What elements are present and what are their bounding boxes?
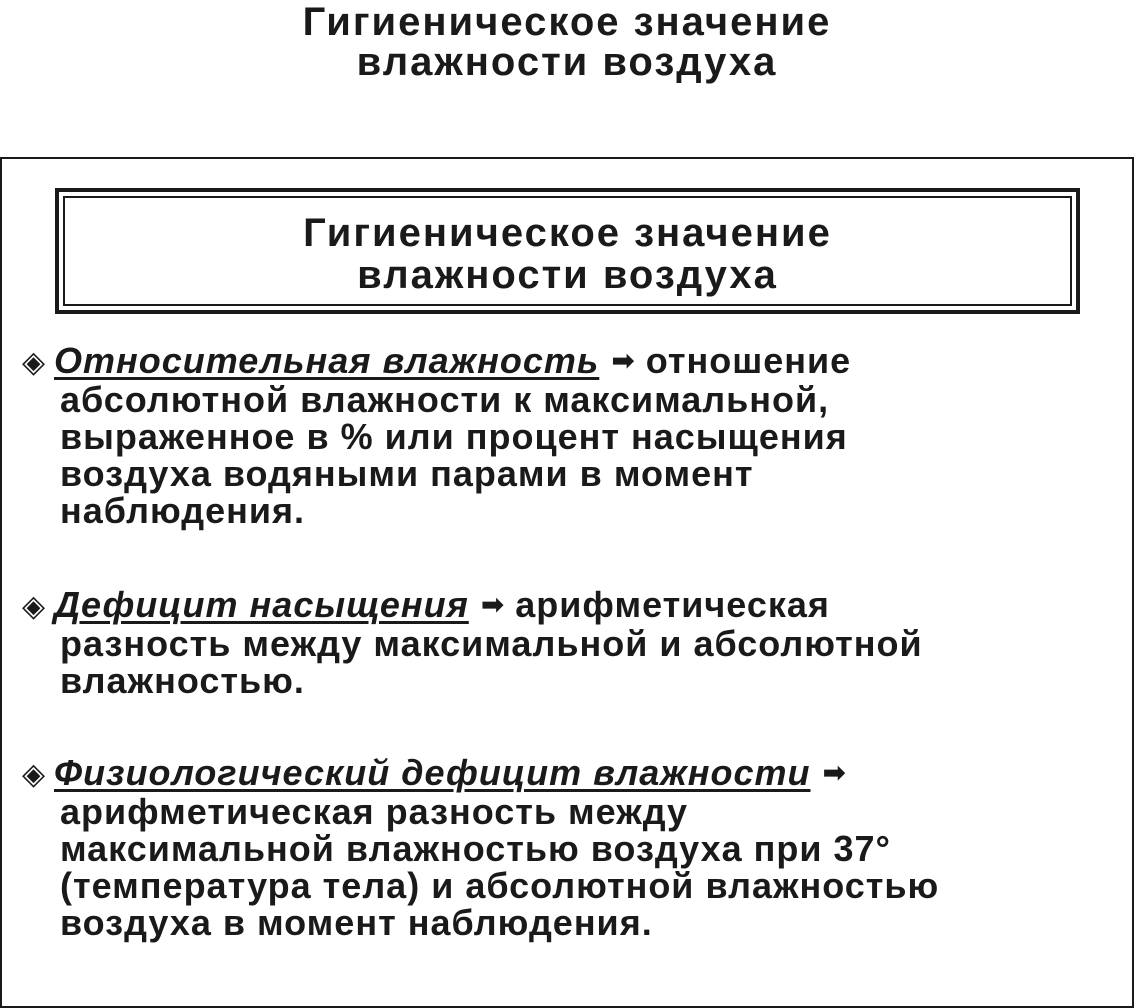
entry-first-tail: отношение [645, 340, 852, 381]
entry-first-line [22, 754, 1112, 793]
entry-line: арифметическая разность между [60, 791, 689, 832]
diamond-bullet-icon: ◈ [22, 590, 47, 623]
entry-first-line [22, 586, 1112, 625]
entry-line: (температура тела) и абсолютной влажностью [60, 865, 940, 906]
right-arrow-icon: ➡ [611, 345, 636, 376]
entry-term: Относительная влажность [54, 340, 600, 381]
definition-entry-physiological-deficit [22, 754, 1112, 941]
definition-entry-saturation-deficit [22, 586, 1112, 699]
page-title-line-2: влажности воздуха [356, 40, 778, 84]
entry-line: наблюдения. [60, 490, 305, 531]
entry-term: Физиологический дефицит влажности [54, 752, 811, 793]
entry-line: максимальной влажностью воздуха при 37° [60, 828, 891, 869]
page-title [0, 2, 1134, 82]
page-title-line-1: Гигиеническое значение [302, 0, 832, 44]
diamond-bullet-icon: ◈ [22, 346, 47, 379]
definition-entry-relative-humidity [22, 342, 1112, 529]
right-arrow-icon: ➡ [822, 757, 847, 788]
heading-line-2: влажности воздуха [357, 253, 778, 297]
entry-term: Дефицит насыщения [54, 584, 469, 625]
entry-first-tail: арифметическая [515, 584, 830, 625]
entry-line: выраженное в % или процент насыщения [60, 416, 848, 457]
entry-line: воздуха в момент наблюдения. [60, 902, 653, 943]
entry-first-line [22, 342, 1112, 381]
heading-box [55, 188, 1080, 314]
entry-line: влажностью. [60, 660, 305, 701]
right-arrow-icon: ➡ [480, 589, 506, 620]
entry-line: воздуха водяными парами в момент [60, 453, 754, 494]
diamond-bullet-icon: ◈ [22, 758, 47, 791]
heading-line-1: Гигиеническое значение [303, 211, 832, 255]
entry-line: абсолютной влажности к максимальной, [60, 379, 830, 420]
entry-line: разность между максимальной и абсолютной [60, 623, 923, 664]
heading-text [59, 212, 1076, 296]
